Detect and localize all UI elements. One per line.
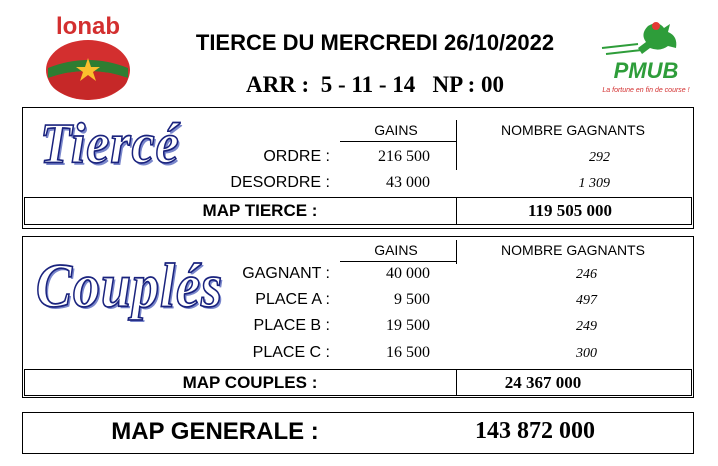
couples-row-winners: 497: [576, 293, 597, 308]
lonab-logo: [38, 12, 138, 102]
tierce-row-gains: 216 500: [378, 148, 430, 165]
couples-row-label: PLACE C :: [252, 344, 330, 361]
tierce-row-label: DESORDRE :: [230, 174, 330, 191]
tierce-header-rule: [340, 141, 456, 142]
tierce-column-divider: [456, 120, 457, 170]
couples-row-gains: 19 500: [386, 317, 430, 334]
tierce-gains-header: GAINS: [374, 122, 418, 138]
couples-row-label: GAGNANT :: [242, 265, 330, 282]
tierce-map-label: MAP TIERCE :: [202, 201, 318, 220]
tierce-map-value: 119 505 000: [527, 201, 613, 220]
arrival-line: ARR : 5 - 11 - 14 NP : 00: [245, 72, 505, 97]
couples-map-value: 24 367 000: [504, 373, 582, 392]
couples-header-rule: [340, 261, 456, 262]
couples-gains-header: GAINS: [374, 242, 418, 258]
couples-winners-header: NOMBRE GAGNANTS: [501, 242, 645, 258]
general-map-label: MAP GENERALE :: [111, 418, 319, 445]
couples-row-gains: 9 500: [394, 291, 430, 308]
tierce-title: Tiercé: [40, 113, 180, 176]
couples-row-gains: 16 500: [386, 344, 430, 361]
tierce-row-winners: 292: [589, 150, 610, 165]
tierce-row-gains: 43 000: [386, 174, 430, 191]
tierce-winners-header: NOMBRE GAGNANTS: [501, 122, 645, 138]
couples-row-gains: 40 000: [386, 265, 430, 282]
couples-column-divider: [456, 240, 457, 264]
tierce-row-label: ORDRE :: [263, 148, 330, 165]
couples-row-winners: 249: [576, 319, 597, 334]
pmub-tagline: La fortune en fin de course !: [602, 87, 690, 94]
tierce-map-divider: [456, 197, 457, 225]
couples-row-label: PLACE A :: [255, 291, 330, 308]
general-map-value: 143 872 000: [475, 418, 595, 444]
page-title: TIERCE DU MERCREDI 26/10/2022: [195, 30, 555, 55]
pmub-logo: [598, 18, 694, 98]
lonab-logo-text: lonab: [56, 13, 120, 40]
couples-title: Couplés: [36, 251, 224, 321]
couples-row-winners: 246: [576, 267, 597, 282]
pmub-logo-text: PMUB: [613, 58, 679, 83]
couples-map-label: MAP COUPLES :: [182, 373, 318, 392]
couples-row-label: PLACE B :: [253, 317, 330, 334]
couples-row-winners: 300: [576, 346, 597, 361]
tierce-row-winners: 1 309: [578, 176, 610, 191]
